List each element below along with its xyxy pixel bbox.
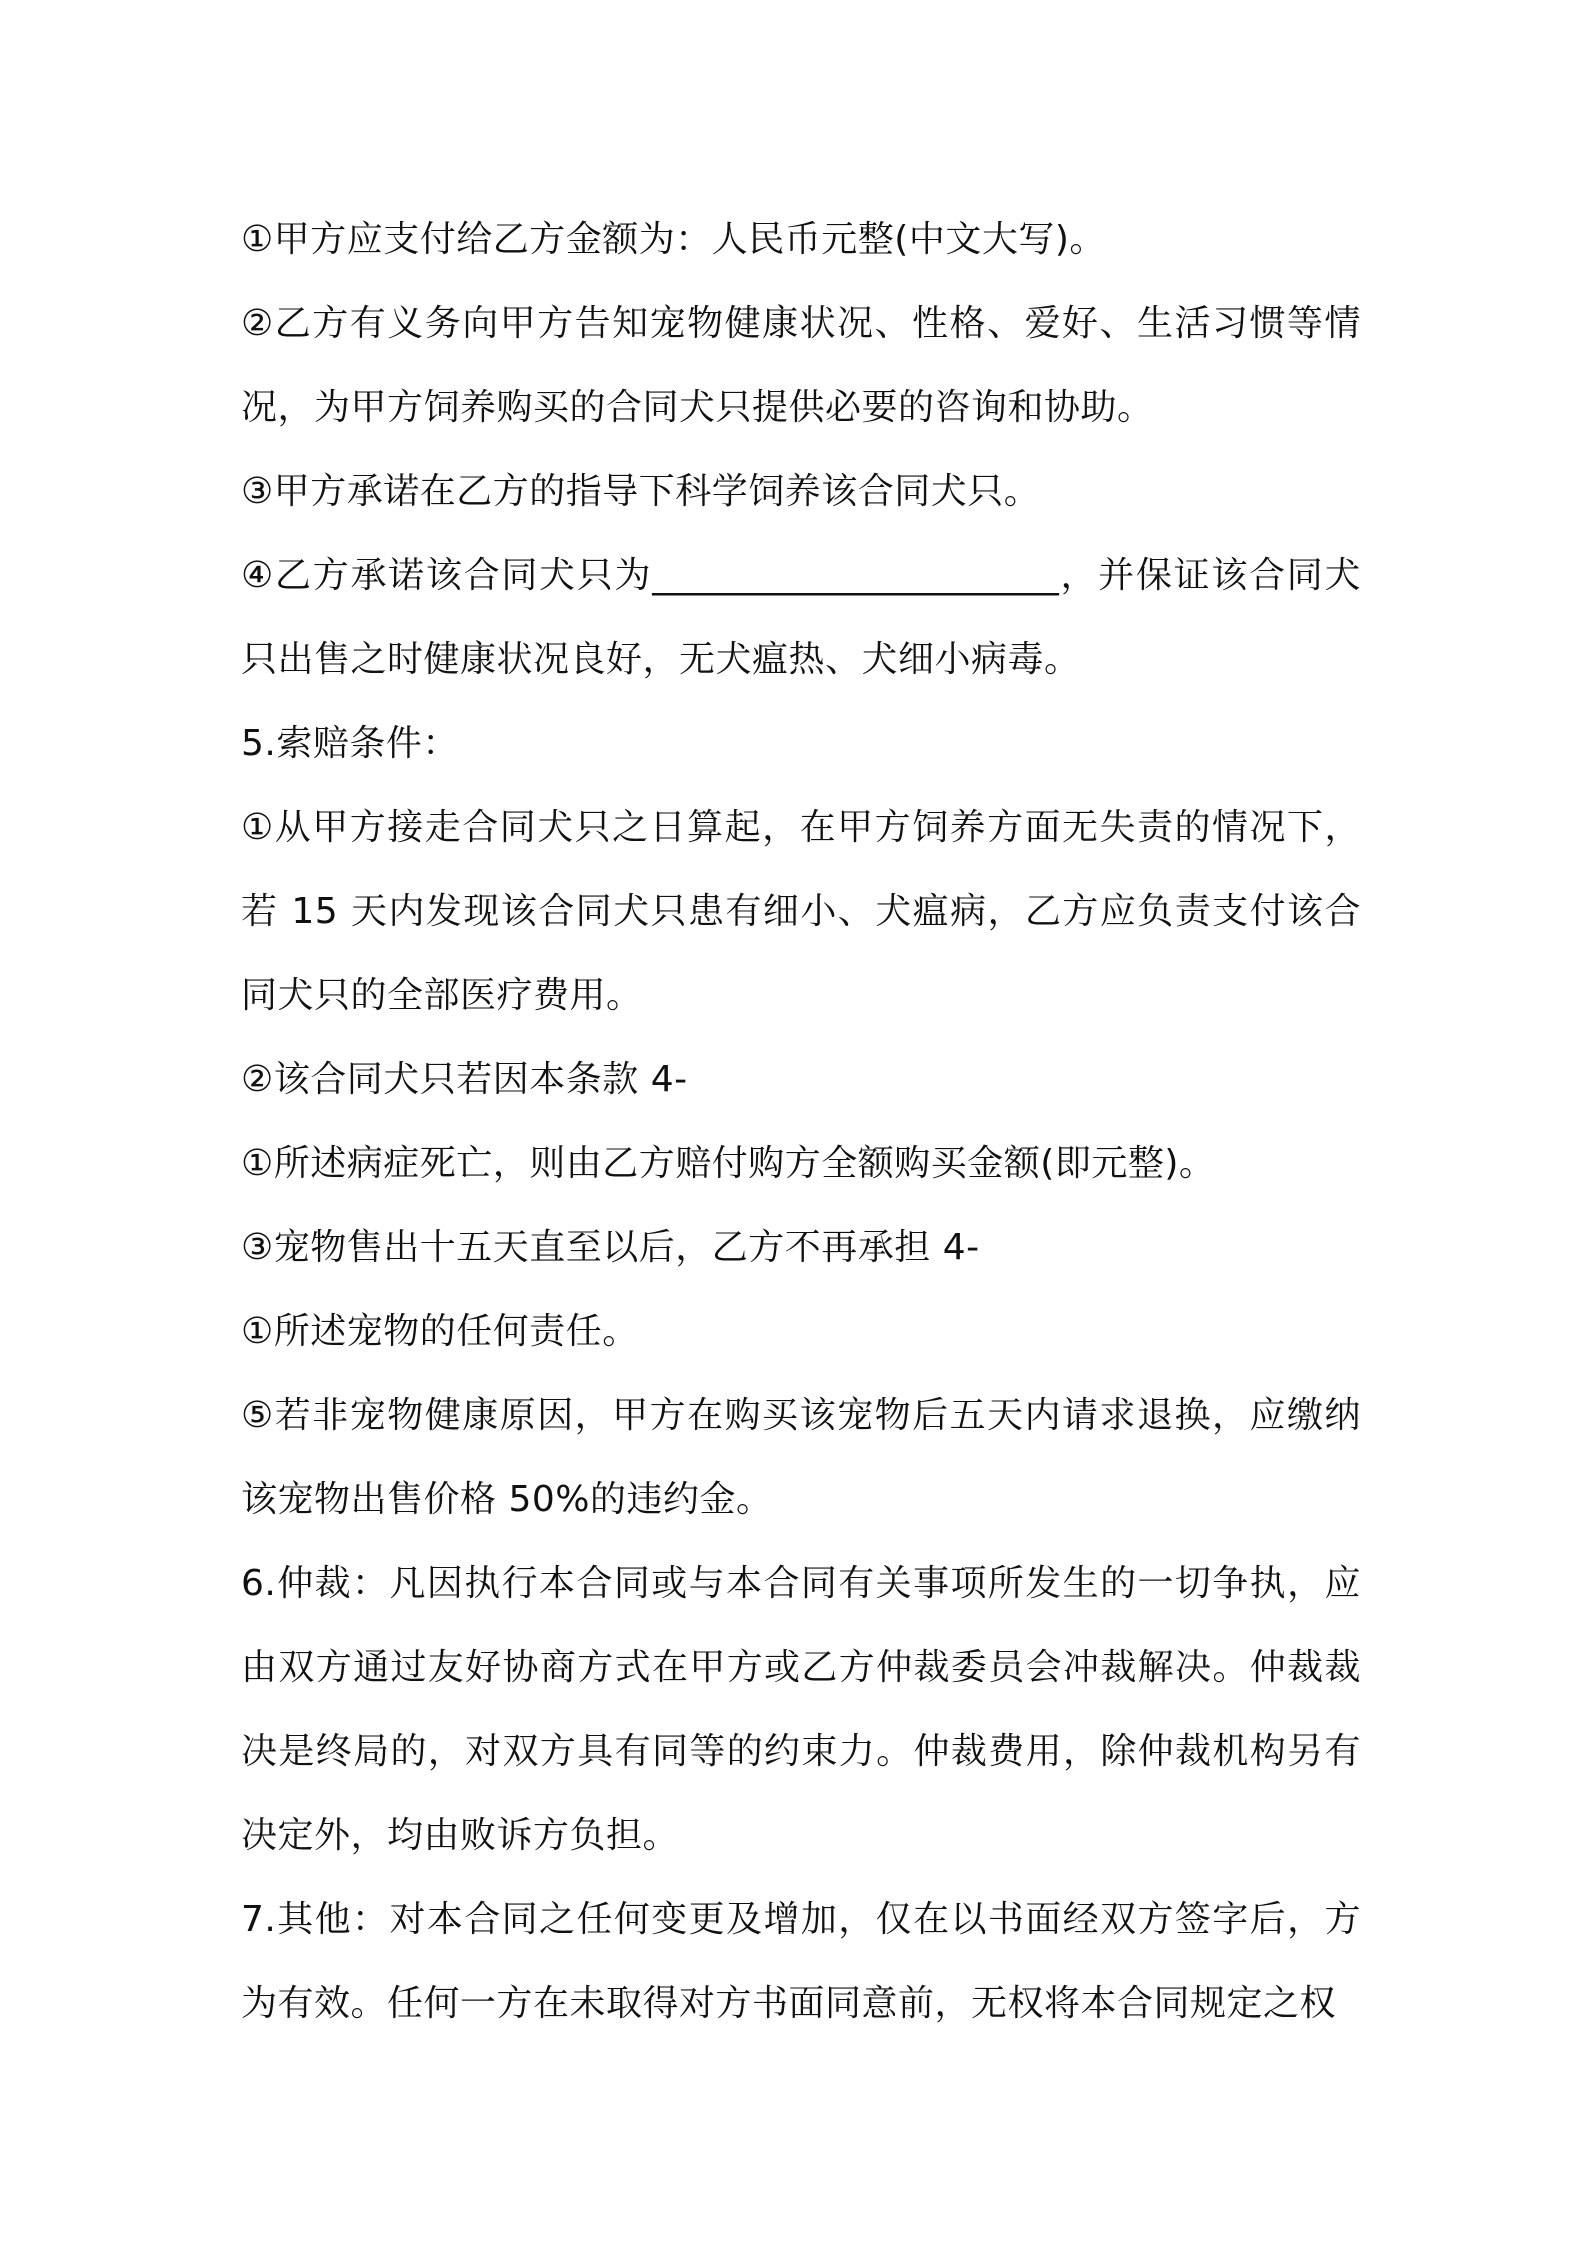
- clause-buyer-promise: ③甲方承诺在乙方的指导下科学饲养该合同犬只。: [241, 471, 1041, 512]
- clause-medical-expenses: ①从甲方接走合同犬只之日算起，在甲方饲养方面无失责的情况下，若 15 天内发现该合同犬只患有细小、犬瘟病，乙方应负责支付该合同犬只的全部医疗费用。: [241, 807, 1361, 1016]
- section-other: 7.其他：对本合同之任何变更及增加，仅在以书面经双方签字后，方为有效。任何一方在未取得对方书面同意前，无权将本合同规定之权: [241, 1899, 1361, 2024]
- section-claim-conditions: 5.索赔条件：: [241, 723, 459, 764]
- clause-seller-guarantee: ④乙方承诺该合同犬只为______________________，并保证该合同犬只出售之时健康状况良好，无犬瘟热、犬细小病毒。: [241, 555, 1361, 680]
- clause-death-reference: ②该合同犬只若因本条款 4-: [241, 1059, 688, 1100]
- clause-death-compensation: ①所述病症死亡，则由乙方赔付购方全额购买金额(即元整)。: [241, 1143, 1216, 1184]
- contract-body: [241, 198, 1361, 2046]
- clause-seller-inform-duty: ②乙方有义务向甲方告知宠物健康状况、性格、爱好、生活习惯等情况，为甲方饲养购买的合同犬只提供必要的咨询和协助。: [241, 303, 1361, 428]
- clause-after-fifteen-days: ③宠物售出十五天直至以后，乙方不再承担 4-: [241, 1227, 980, 1268]
- section-arbitration: 6.仲裁：凡因执行本合同或与本合同有关事项所发生的一切争执，应由双方通过友好协商方式在甲方或乙方仲裁委员会冲裁解决。仲裁裁决是终局的，对双方具有同等的约束力。仲裁费用，除仲裁机构另有决定外，均由败诉方负担。: [241, 1563, 1361, 1856]
- clause-no-liability: ①所述宠物的任何责任。: [241, 1311, 639, 1352]
- clause-return-penalty: ⑤若非宠物健康原因，甲方在购买该宠物后五天内请求退换，应缴纳该宠物出售价格 50%的违约金。: [241, 1395, 1361, 1520]
- clause-payment-amount: ①甲方应支付给乙方金额为：人民币元整(中文大写)。: [241, 219, 1106, 260]
